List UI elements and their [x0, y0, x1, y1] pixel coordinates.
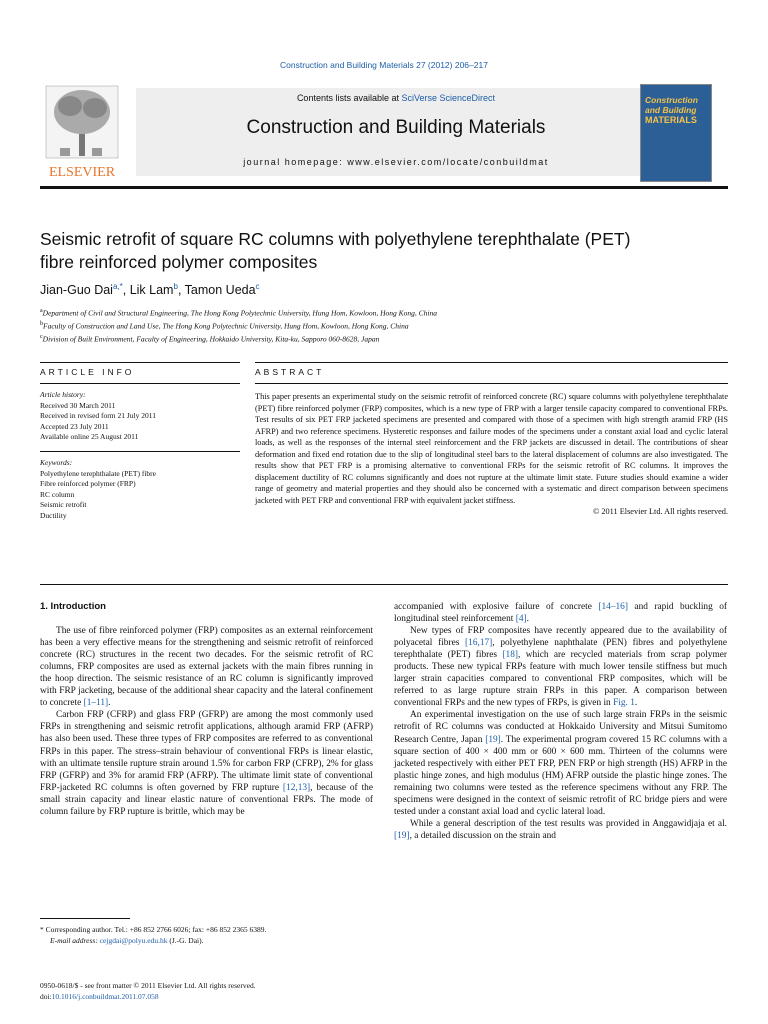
citation-link[interactable]: [18] [502, 650, 519, 661]
section-heading: 1. Introduction [40, 601, 106, 612]
affiliation-item: $^b$Faculty of Construction and Land Use, The Hong Kong Polytechnic University, Hung Hom, Kowloon, Hong Kong, China [40, 321, 409, 331]
paragraph: accompanied with explosive failure of concrete [14–16] and rapid buckling of longitudinal steel reinforcement [4]. [394, 602, 728, 625]
elsevier-tree-logo [40, 84, 124, 184]
paragraph: An experimental investigation on the use of such large strain FRPs in the seismic retrofit of RC columns was conducted at Hokkaido University and Mitsui Sumitomo Research Centre, Japan [19]. The experimental program covered 15 RC columns with a square section of 400 × 400 mm or 600 × 600 mm. Thirteen of the columns were jacketed respectively with either PET FRP, PEN FRP or high strength (HS) AFRP in the plastic hinge zones, and high modulus (HM) AFRP outside the plastic hinge zones. The remaining two columns were tested as the reference specimens without any FRP. The specimens were designed in the context of seismic retrofit of RC bridge piers and were tested under a constant axial load and cyclic lateral load. [394, 710, 727, 817]
abstract [255, 391, 728, 518]
history-item: Available online 25 August 2011 [40, 432, 139, 442]
sciencedirect-link[interactable]: SciVerse ScienceDirect [401, 93, 496, 103]
paragraph: Carbon FRP (CFRP) and glass FRP (GFRP) are among the most commonly used FRPs in strengthening and seismic retrofit applications, although aramid FRP (AFRP) has also been used. These three types of FRP composites are referred to as conventional FRPs in this paper. The stress–strain behaviour of conventional FRPs is linear elastic, with an ultimate tensile rupture strain around 1.5% for carbon FRP (CFRP), 2% for glass FRP (GFRP) and 3% for aramid FRP (AFRP). The ultimate limit state of conventional FRP-jacketed RC columns is often governed by FRP rupture [12,13], because of the small strain capacity and linear elastic nature of conventional FRPs. The mode of column failure by FRP rupture is brittle, which may be [40, 710, 373, 817]
footnote [40, 918, 375, 946]
abstract-heading: ABSTRACT [255, 367, 325, 377]
history-item: Received in revised form 21 July 2011 [40, 411, 156, 421]
author-list: Jian-Guo Dai$^{a,*}$, Lik Lam$^b$, Tamon Ueda$^c$ [40, 282, 260, 298]
journal-cover [640, 84, 712, 182]
history-label: Article history: [40, 390, 86, 399]
citation-link[interactable]: [12,13] [282, 782, 311, 793]
cover-title: Construction and Building [645, 95, 698, 115]
divider [40, 584, 728, 585]
author-affiliation-mark[interactable]: b [173, 282, 178, 291]
paragraph: The use of fibre reinforced polymer (FRP) composites as an external reinforcement has been a very effective means for the strengthening and seismic retrofit of reinforced concrete (RC) structures in the recent two decades. For the seismic retrofit of RC columns, FRP composites are used as external jackets with the main fibres running in the hoop direction. The seismic resistance of an RC column is significantly improved with FRP jacketing, because of the additional shear capacity and the lateral confinement to concrete [1–11]. [40, 626, 373, 709]
affiliations [40, 306, 437, 345]
keyword-item: RC column [40, 489, 75, 499]
paragraph: New types of FRP composites have recently appeared due to the availability of polyacetal fibres [16,17], polyethylene naphthalate (PEN) fibres and polyethylene terephthalate (PET) fibres [18], which are recycled materials from scrap polymer products. These new typical FRPs feature with much lower tensile stiffness but much larger strain capacities compared to conventional FRP composites, which will be referred to as large rupture strain FRPs in this paper. A comparison between conventional FRPs and the new types of FRPs, is given in Fig. 1. [394, 626, 727, 709]
email-line: E-mail address: cejgdai@polyu.edu.hk (J.-G. Dai). [50, 935, 204, 945]
affiliation-item: $^c$Division of Built Environment, Faculty of Engineering, Hokkaido University, Kita-ku, Sapporo 060-8628, Japan [40, 334, 380, 344]
figure-link[interactable]: Fig. 1 [613, 698, 635, 709]
contents-line [136, 93, 656, 103]
corresponding-author: * Corresponding author. Tel.: +86 852 2766 6026; fax: +86 852 2365 6389. [40, 925, 267, 934]
abstract-copyright: © 2011 Elsevier Ltd. All rights reserved. [592, 507, 728, 517]
author-name: Jian-Guo Dai [40, 283, 113, 298]
doi-link[interactable]: 10.1016/j.conbuildmat.2011.07.058 [51, 991, 159, 1001]
author-affiliation-mark[interactable]: c [255, 282, 260, 291]
issn-line: 0950-0618/$ - see front matter © 2011 Elsevier Ltd. All rights reserved. [40, 981, 256, 990]
citation-link[interactable]: [4] [515, 614, 527, 625]
keywords-label: Keywords: [40, 457, 73, 467]
masthead [40, 84, 730, 184]
footnote-rule [40, 918, 130, 919]
cover-materials: MATERIALS [645, 115, 697, 125]
left-column [40, 601, 373, 818]
article-title: Seismic retrofit of square RC columns with polyethylene terephthalate (PET) fibre reinforced polymer composites [40, 229, 631, 272]
author-name: Lik Lam [129, 283, 174, 298]
divider [40, 362, 240, 363]
divider [255, 383, 728, 384]
article-info [40, 390, 240, 522]
doi-line: doi:10.1016/j.conbuildmat.2011.07.058 [40, 991, 159, 1001]
keyword-item: Fibre reinforced polymer (FRP) [40, 479, 136, 489]
masthead-rule [40, 186, 728, 189]
journal-name: Construction and Building Materials [246, 117, 546, 138]
divider [255, 362, 728, 363]
divider [40, 451, 240, 452]
citation-link[interactable]: [1–11] [83, 698, 109, 709]
history-item: Received 30 March 2011 [40, 400, 116, 410]
paragraph: While a general description of the test results was provided in Anggawidjaja et al. [19], a detailed discussion on the strain and [394, 818, 727, 841]
citation-link[interactable]: [19] [485, 734, 501, 745]
abstract-text: This paper presents an experimental study on the seismic retrofit of reinforced concrete (RC) square columns with polyethylene terephthalate (PET) fibre reinforced polymer (FRP) composites, which is a new type of FRP with a larger tensile capacity compared to conventional FRPs. Test results of six PET FRP jacketed specimens are presented and compared with those of a specimen with high strength aramid FRP (HS AFRP) and two reference specimens. Hysteretic responses and failure modes of the specimens under a constant axial load and cyclic lateral loads, as well as the responses of the internal steel reinforcement and the FRP jackets are discussed in detail. The contributions of shear deformation and fixed end rotation due to the slip of longitudinal steel bars to the lateral displacement of columns are also investigated. The results show that PET FRP is a promising alternative to conventional FRPs for the seismic retrofit of RC columns. It improves the displacement ductility of RC columns significantly and does not rupture at the ultimate limit state. Future studies should examine a wider range of geometry and material properties and they should also be concerned with a systematic and direct comparison between specimens jacketed with PET FRP and conventional FRP with equivalent jacket stiffness. [255, 392, 728, 505]
author-affiliation-mark[interactable]: a,* [112, 282, 123, 291]
right-column [394, 601, 727, 842]
journal-banner [136, 88, 656, 176]
contents-prefix: Contents lists available at [296, 93, 402, 103]
keyword-item: Ductility [40, 510, 67, 520]
citation-link[interactable]: [16,17] [465, 638, 493, 649]
article-info-heading: ARTICLE INFO [40, 367, 135, 377]
affiliation-item: $^a$Department of Civil and Structural Engineering, The Hong Kong Polytechnic University, Hung Hom, Kowloon, Hong Kong, China [40, 308, 438, 318]
running-head[interactable]: Construction and Building Materials 27 (2012) 206–217 [280, 60, 488, 70]
keyword-item: Polyethylene terephthalate (PET) fibre [40, 468, 156, 478]
email-link[interactable]: cejgdai@polyu.edu.hk [99, 935, 168, 945]
author-name: Tamon Ueda [184, 283, 256, 298]
citation-link[interactable]: [14–16] [598, 602, 628, 612]
keyword-item: Seismic retrofit [40, 500, 87, 510]
history-item: Accepted 23 July 2011 [40, 421, 109, 431]
journal-homepage[interactable]: journal homepage: www.elsevier.com/locate/conbuildmat [243, 157, 549, 167]
bottom-note [40, 981, 256, 1002]
publisher-name: ELSEVIER [48, 165, 116, 180]
citation-link[interactable]: [19] [394, 830, 410, 841]
divider [40, 383, 240, 384]
